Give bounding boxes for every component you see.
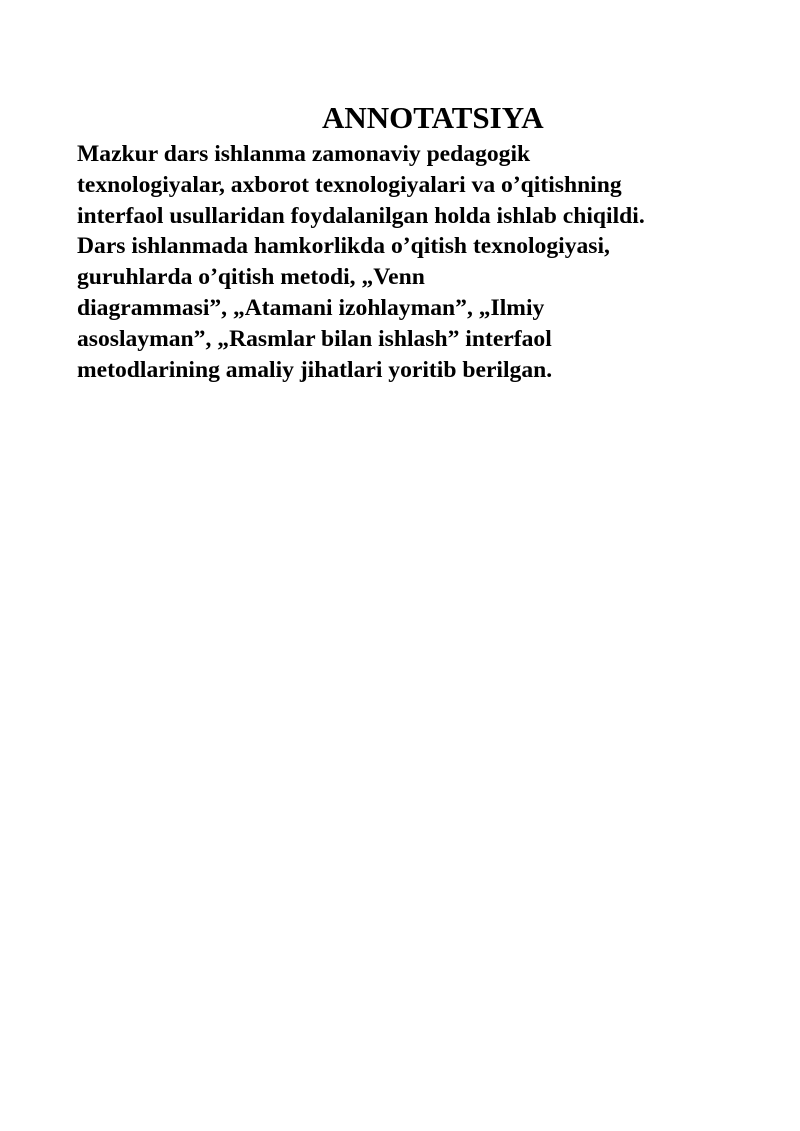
paragraph-line: diagrammasi”, „Atamani izohlayman”, „Ilmiy bbox=[77, 294, 545, 321]
paragraph-line: guruhlarda o’qitish metodi, „Venn bbox=[77, 264, 425, 291]
paragraph-line: Dars ishlanmada hamkorlikda o’qitish texnologiyasi, bbox=[77, 233, 610, 260]
paragraph-line: metodlarining amaliy jihatlari yoritib berilgan. bbox=[77, 356, 553, 383]
paragraph-line: interfaol usullaridan foydalanilgan holda ishlab chiqildi. bbox=[77, 202, 645, 229]
annotation-paragraph bbox=[77, 139, 757, 385]
paragraph-line: Mazkur dars ishlanma zamonaviy pedagogik bbox=[77, 141, 531, 167]
paragraph-line: asoslayman”, „Rasmlar bilan ishlash” interfaol bbox=[77, 325, 552, 352]
paragraph-line: texnologiyalar, axborot texnologiyalari va o’qitishning bbox=[77, 171, 622, 198]
page-title: ANNOTATSIYA bbox=[322, 100, 544, 135]
